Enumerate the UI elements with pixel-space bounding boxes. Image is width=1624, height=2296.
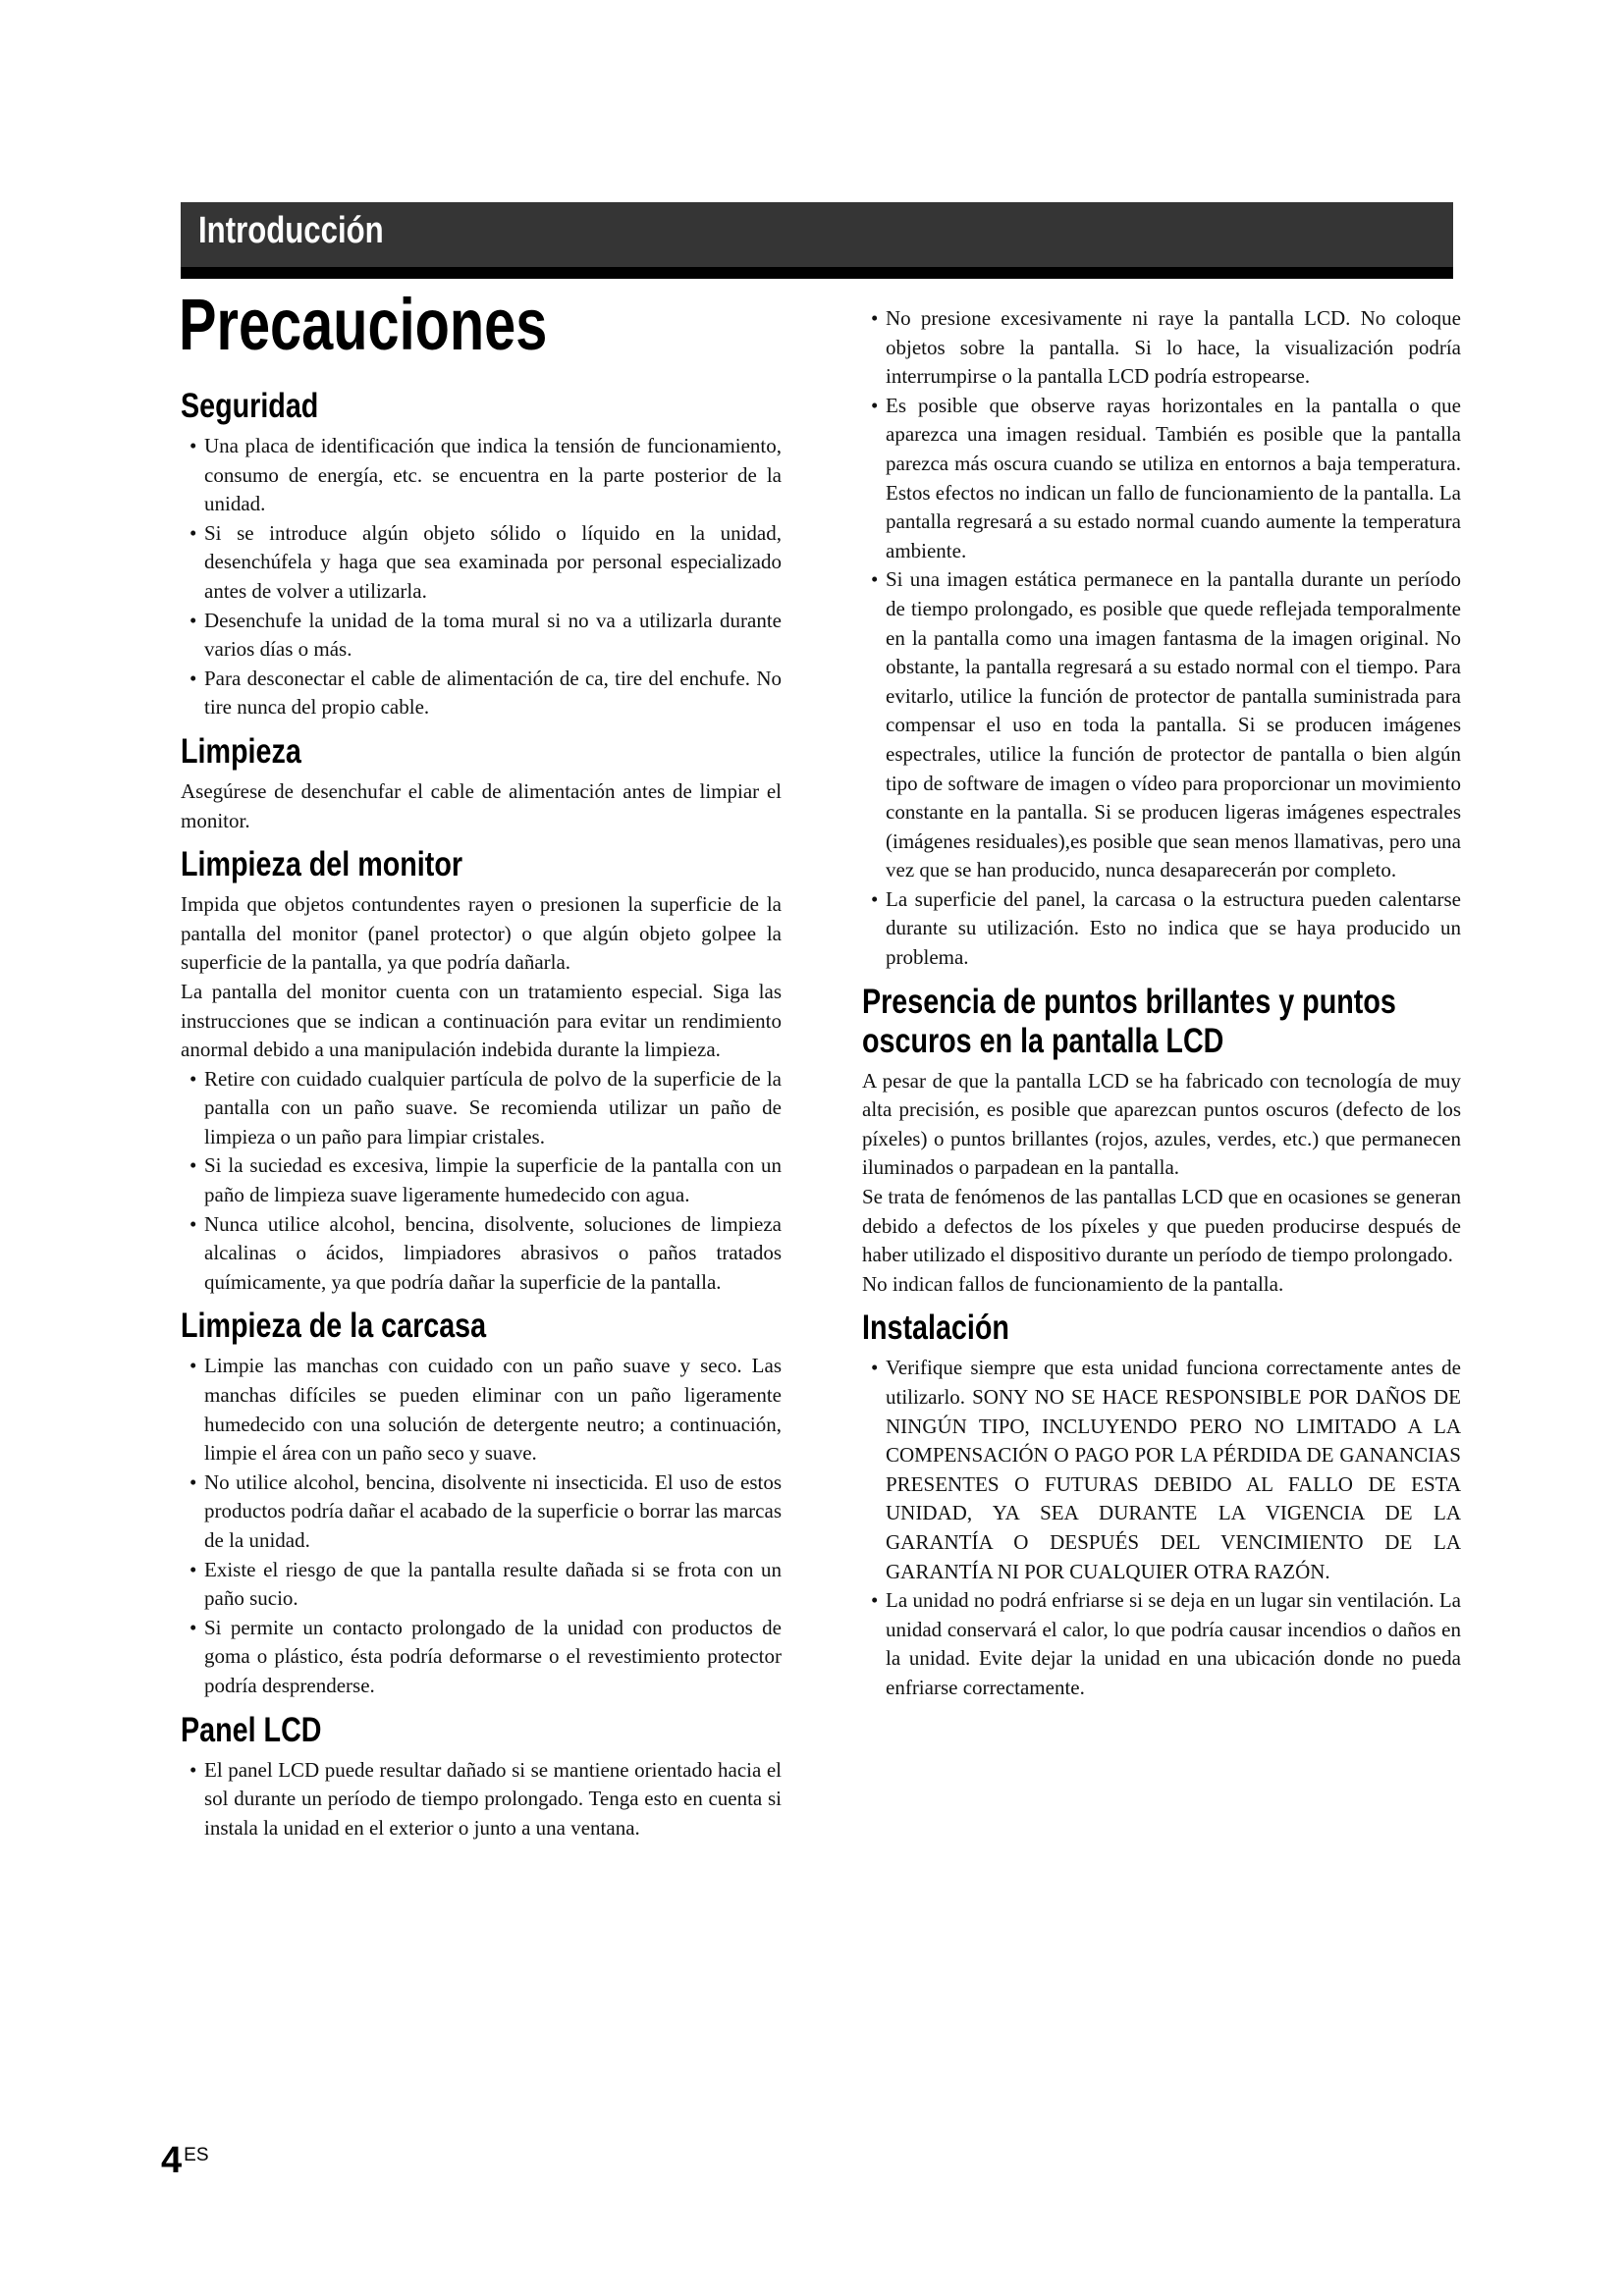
section-heading-seguridad: Seguridad [181,387,319,425]
section-heading-limpieza-monitor: Limpieza del monitor [181,845,463,884]
section-heading-puntos: Presencia de puntos brillantes y puntos oscuros en la pantalla LCD [862,982,1396,1060]
section-heading-instalacion: Instalación [862,1308,1009,1348]
seguridad-list [181,432,782,722]
panel-list-right [862,304,1461,973]
list-item: • Es posible que observe rayas horizontales en la pantalla o que aparezca una imagen residual. También es posible que la pantalla parezca más oscura cuando se utiliza en entornos a baja temperatura. Estos efectos no indican un fallo de funcionamiento de la pantalla. La pantalla regresará a su estado normal cuando aumente la temperatura ambiente. [862,392,1461,566]
paragraph: La pantalla del monitor cuenta con un tratamiento especial. Siga las instrucciones que se indican a continuación para evitar un rendimiento anormal debido a una manipulación indebida durante la limpieza. [181,979,782,1062]
panel-list-left [181,1756,782,1843]
list-item: • No utilice alcohol, bencina, disolvente ni insecticida. El uso de estos productos podría dañar el acabado de la superficie o borrar las marcas de la unidad. [181,1468,782,1556]
paragraph: Impida que objetos contundentes rayen o presionen la superficie de la pantalla del monitor (panel protector) o que algún objeto golpee la superficie de la pantalla, ya que podría dañarla. [181,892,782,975]
list-item: • Si una imagen estática permanece en la pantalla durante un período de tiempo prolongado, es posible que quede reflejada temporalmente en la pantalla como una imagen fantasma de la imagen original. No obstante, la pantalla regresará a su estado normal con el tiempo. Para evitarlo, utilice la función de protector de pantalla suministrada para compensar el uso en toda la pantalla. Si se producen imágenes espectrales, utilice la función de protector de pantalla o bien algún tipo de software de imagen o vídeo para proporcionar un movimiento constante en la pantalla. Si se producen ligeras imágenes espectrales (imágenes residuales),es posible que sean menos llamativas, pero una vez que se han producido, nunca desaparecerán por completo. [862,565,1461,885]
list-item: • La unidad no podrá enfriarse si se deja en un lugar sin ventilación. La unidad conservará el calor, lo que podría causar incendios o daños en la unidad. Evite dejar la unidad en una ubicación donde no pueda enfriarse correctamente. [862,1586,1461,1702]
list-item: • No presione excesivamente ni raye la pantalla LCD. No coloque objetos sobre la pantalla. Si lo hace, la visualización podría interrumpirse o la pantalla LCD podría estropearse. [862,304,1461,392]
page-number-value: 4 [161,2140,183,2181]
left-column [181,387,782,1842]
list-item: • Limpie las manchas con cuidado con un paño suave y seco. Las manchas difíciles se pueden eliminar con un paño ligeramente humedecido con una solución de detergente neutro; a continuación, limpie el área con un paño seco y suave. [181,1352,782,1468]
list-item: • Si se introduce algún objeto sólido o líquido en la unidad, desenchúfela y haga que sea examinada por personal especializado antes de volver a utilizarla. [181,519,782,607]
instalacion-list [862,1354,1461,1702]
list-item: • El panel LCD puede resultar dañado si se mantiene orientado hacia el sol durante un período de tiempo prolongado. Tenga esto en cuenta si instala la unidad en el exterior o junto a una ventana. [181,1756,782,1843]
list-item: • Verifique siempre que esta unidad funciona correctamente antes de utilizarlo. SONY NO SE HACE RESPONSIBLE POR DAÑOS DE NINGÚN TIPO, INCLUYENDO PERO NO LIMITADO A LA COMPENSACIÓN O PAGO POR LA PÉRDIDA DE GANANCIAS PRESENTES O FUTURAS DEBIDO AL FALLO DE ESTA UNIDAD, YA SEA DURANTE LA VIGENCIA DE LA GARANTÍA O DESPUÉS DEL VENCIMIENTO DE LA GARANTÍA NI POR CUALQUIER OTRA RAZÓN. [862,1354,1461,1586]
list-item: • Si permite un contacto prolongado de la unidad con productos de goma o plástico, ésta podría deformarse o el revestimiento protector podría desprenderse. [181,1614,782,1701]
list-item: • Para desconectar el cable de alimentación de ca, tire del enchufe. No tire nunca del propio cable. [181,665,782,722]
chapter-banner [181,202,1453,279]
section-heading-limpieza: Limpieza [181,731,301,771]
monitor-list [181,1065,782,1298]
list-item: • Si la suciedad es excesiva, limpie la superficie de la pantalla con un paño de limpieza suave ligeramente humedecido con agua. [181,1151,782,1209]
right-column [862,304,1461,1703]
page-language-code: ES [184,2145,209,2165]
section-heading-panel-lcd: Panel LCD [181,1710,322,1749]
list-item: • Existe el riesgo de que la pantalla resulte dañada si se frota con un paño sucio. [181,1556,782,1614]
paragraph: A pesar de que la pantalla LCD se ha fabricado con tecnología de muy alta precisión, es posible que aparezcan puntos oscuros (defecto de los píxeles) o puntos brillantes (rojos, azules, verdes, etc.) que permanecen iluminados o parpadean en la pantalla. [862,1068,1461,1180]
list-item: • Nunca utilice alcohol, bencina, disolvente, soluciones de limpieza alcalinas o ácidos, limpiadores abrasivos o paños tratados químicamente, ya que podría dañar la superficie de la pantalla. [181,1210,782,1298]
list-item: • Desenchufe la unidad de la toma mural si no va a utilizarla durante varios días o más. [181,607,782,665]
section-heading-limpieza-carcasa: Limpieza de la carcasa [181,1307,487,1346]
paragraph: Se trata de fenómenos de las pantallas LCD que en ocasiones se generan debido a defectos de los píxeles y que pueden producirse después de haber utilizado el dispositivo durante un período de tiempo prolongado. [862,1185,1461,1267]
page-title: Precauciones [179,284,548,365]
chapter-title: Introducción [198,210,384,251]
paragraph: No indican fallos de funcionamiento de la pantalla. [862,1271,1284,1296]
list-item: • La superficie del panel, la carcasa o la estructura pueden calentarse durante su utilización. Esto no indica que se haya producido un problema. [862,885,1461,973]
list-item: • Retire con cuidado cualquier partícula de polvo de la superficie de la pantalla con un paño suave. Se recomienda utilizar un paño de limpieza o un paño para limpiar cristales. [181,1065,782,1152]
list-item: • Una placa de identificación que indica la tensión de funcionamiento, consumo de energía, etc. se encuentra en la parte posterior de la unidad. [181,432,782,519]
paragraph: Asegúrese de desenchufar el cable de alimentación antes de limpiar el monitor. [181,778,782,832]
carcasa-list [181,1352,782,1700]
page-number [161,2140,209,2182]
